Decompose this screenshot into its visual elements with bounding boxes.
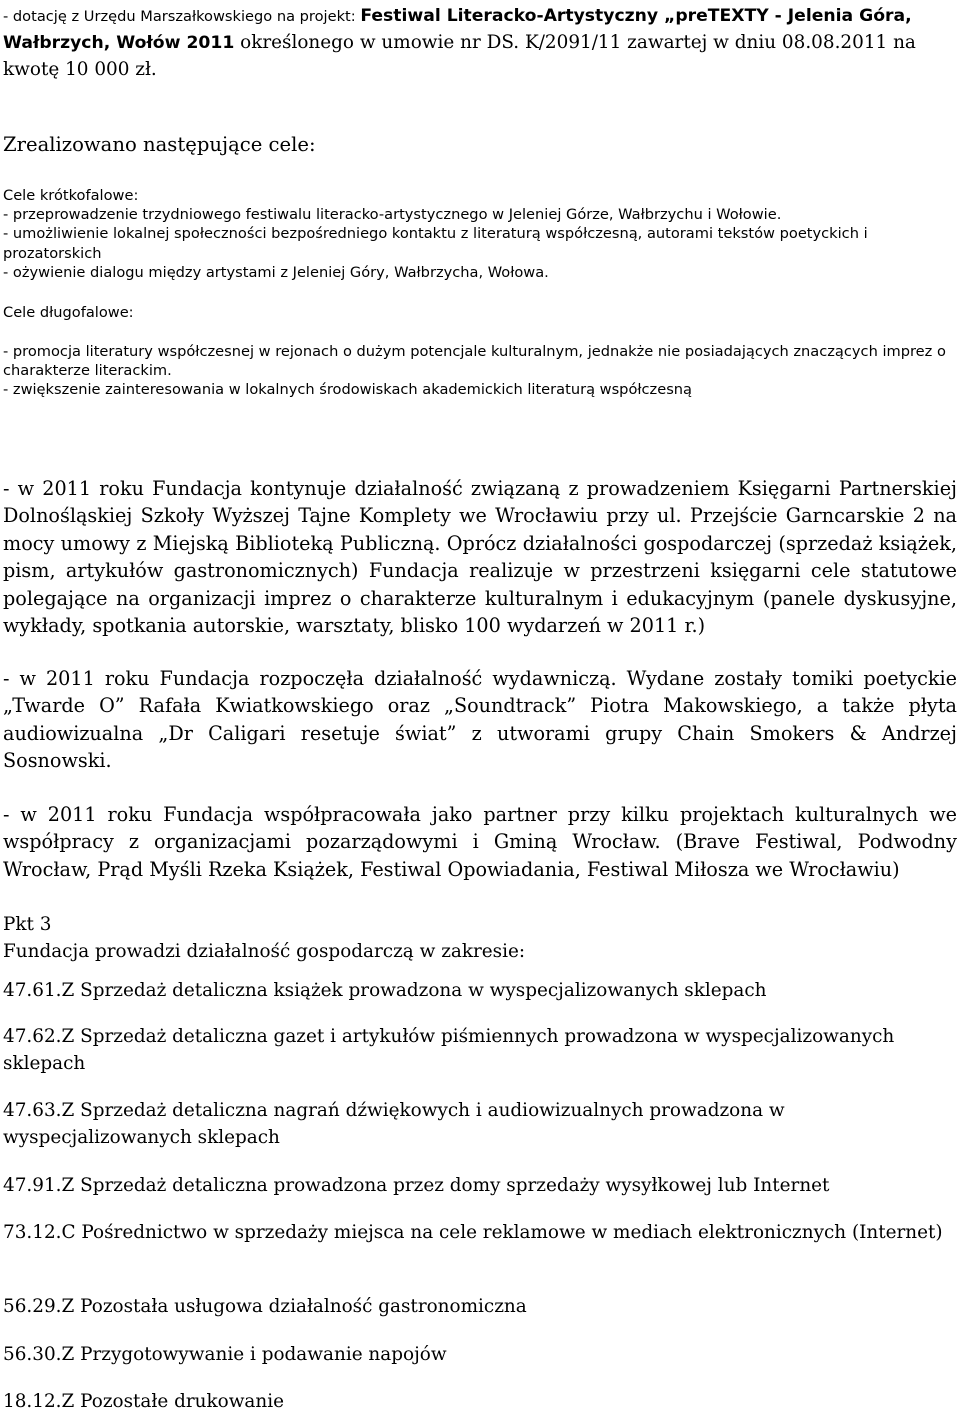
pkt-subtitle: Fundacja prowadzi działalność gospodarczą w zakresie:	[3, 941, 526, 962]
activity-code-item: 47.63.Z Sprzedaż detaliczna nagrań dźwiękowych i audiowizualnych prowadzona w wyspecjalizowanych sklepach	[3, 1100, 785, 1148]
goals-heading: Zrealizowano następujące cele:	[3, 133, 316, 156]
long-term-item: - promocja literatury współczesnej w rejonach o dużym potencjale kulturalnym, jednakże nie posiadających znaczących imprez o charakterze literackim.	[3, 343, 946, 380]
bookstore-paragraph: - w 2011 roku Fundacja kontynuje działalność związaną z prowadzeniem Księgarni Partnerskiej Dolnośląskiej Szkoły Wyższej Tajne Komplety we Wrocławiu przy ul. Przejście Garncarskie 2 na mocy umowy z Miejską Biblioteką Publiczną. Oprócz działalności gospodarczej (sprzedaż książek, pism, artykułów gastronomicznych) Fundacja realizuje w przestrzeni księgarni cele statutowe polegające na organizacji imprez o charakterze kulturalnym i edukacyjnym (panele dyskusyjne, wykłady, spotkania autorskie, warsztaty, blisko 100 wydarzeń w 2011 r.)	[3, 477, 957, 638]
short-term-item: - przeprowadzenie trzydniowego festiwalu literacko-artystycznego w Jeleniej Górze, Wałbrzychu i Wołowie.	[3, 206, 782, 224]
activity-code-item: 73.12.C Pośrednictwo w sprzedaży miejsca na cele reklamowe w mediach elektronicznych (Internet)	[3, 1222, 943, 1243]
pkt-section	[3, 911, 957, 965]
partnership-paragraph: - w 2011 roku Fundacja współpracowała jako partner przy kilku projektach kulturalnych we współpracy z organizacjami pozarządowymi i Gminą Wrocław. (Brave Festiwal, Podwodny Wrocław, Prąd Myśli Rzeka Książek, Festiwal Opowiadania, Festiwal Miłosza we Wrocławiu)	[3, 803, 957, 881]
activity-code-item: 47.61.Z Sprzedaż detaliczna książek prowadzona w wyspecjalizowanych sklepach	[3, 980, 767, 1001]
publishing-paragraph: - w 2011 roku Fundacja rozpoczęła działalność wydawniczą. Wydane zostały tomiki poetyckie „Twarde O” Rafała Kwiatkowskiego oraz „Soundtrack” Piotra Makowskiego, a także płyta audiowizualna „Dr Caligari resetuje świat” z utworami grupy Chain Smokers & Andrzej Sosnowski.	[3, 667, 957, 773]
activity-code-item: 56.30.Z Przygotowywanie i podawanie napojów	[3, 1344, 447, 1365]
short-term-goals	[3, 186, 957, 282]
intro-paragraph	[3, 2, 957, 83]
activity-code-item: 47.62.Z Sprzedaż detaliczna gazet i artykułów piśmiennych prowadzona w wyspecjalizowanych sklepach	[3, 1026, 895, 1074]
intro-suffix: określonego w umowie nr DS. K/2091/11 zawartej w dniu 08.08.2011 na kwotę 10 000 zł.	[3, 32, 916, 80]
short-term-heading: Cele krótkofalowe:	[3, 187, 139, 204]
activity-code-item: 47.91.Z Sprzedaż detaliczna prowadzona przez domy sprzedaży wysyłkowej lub Internet	[3, 1175, 830, 1196]
long-term-item: - zwiększenie zainteresowania w lokalnych środowiskach akademickich literaturą współczesną	[3, 381, 692, 399]
activity-code-item: 56.29.Z Pozostała usługowa działalność gastronomiczna	[3, 1296, 527, 1317]
pkt-title: Pkt 3	[3, 914, 52, 935]
activity-code-item: 18.12.Z Pozostałe drukowanie	[3, 1391, 285, 1412]
long-term-goals	[3, 342, 957, 400]
short-term-item: - ożywienie dialogu między artystami z Jeleniej Góry, Wałbrzycha, Wołowa.	[3, 263, 549, 281]
short-term-item: - umożliwienie lokalnej społeczności bezpośredniego kontaktu z literaturą współczesną, autorami tekstów poetyckich i prozatorskich	[3, 225, 868, 262]
intro-prefix: - dotację z Urzędu Marszałkowskiego na projekt:	[3, 8, 361, 25]
intro-project-name: Festiwal Literacko-Artystyczny „preTEXTY - Jelenia Góra, Wałbrzych, Wołów 2011	[3, 6, 912, 53]
long-term-heading: Cele długofalowe:	[3, 304, 134, 321]
